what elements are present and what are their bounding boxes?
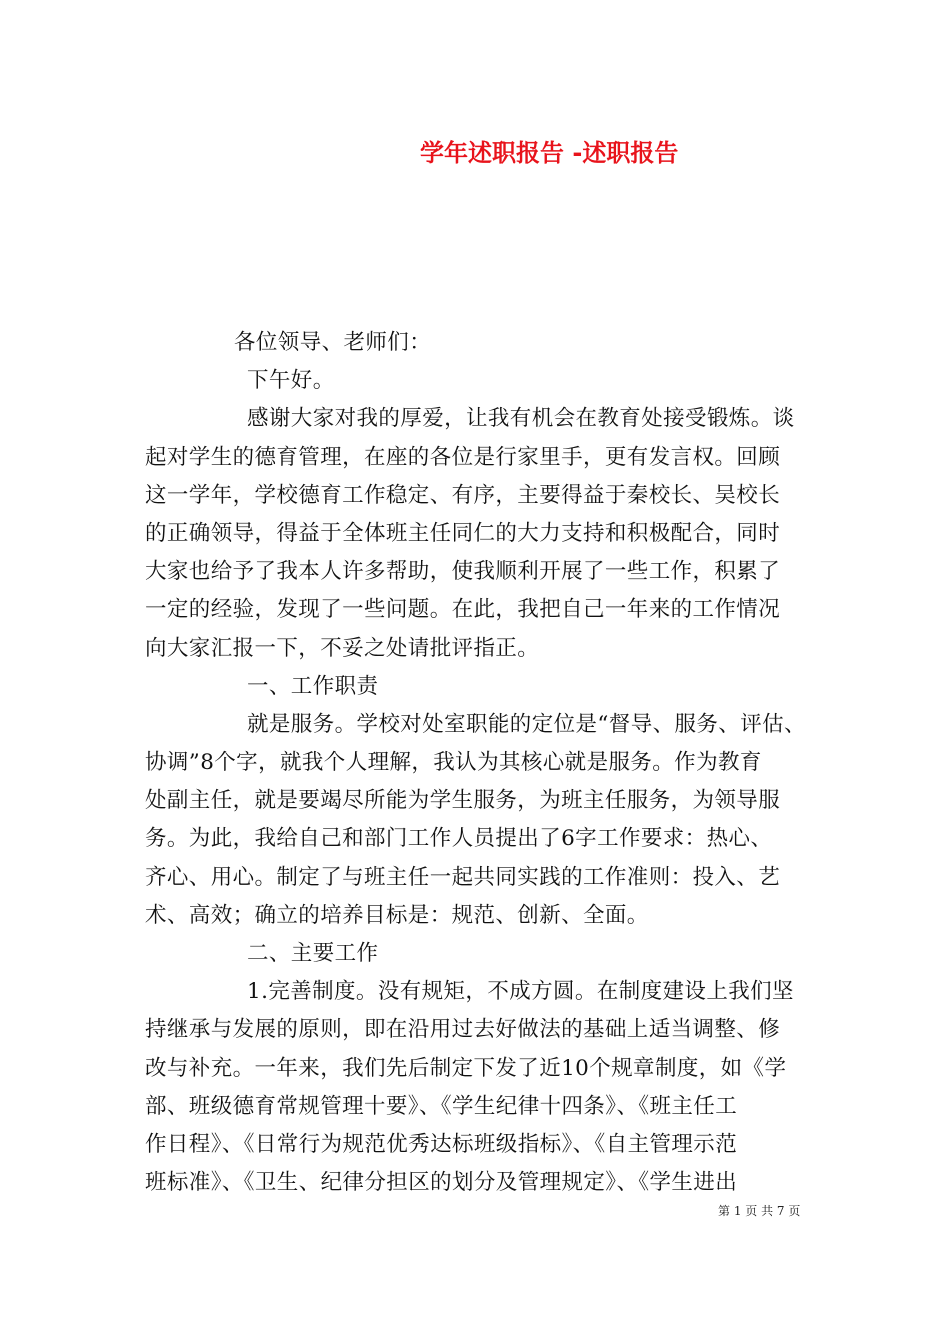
paragraph-line: 一定的经验，发现了一些问题。在此，我把自己一年来的工作情况: [145, 597, 781, 623]
paragraph-line: 起对学生的德育管理，在座的各位是行家里手，更有发言权。回顾: [145, 444, 781, 470]
paragraph-line: 向大家汇报一下，不妥之处请批评指正。: [145, 635, 540, 661]
paragraph-line: 改与补充。一年来，我们先后制定下发了近10个规章制度，如《学: [145, 1055, 787, 1081]
paragraph-line: 班标准》、《卫生、纪律分担区的划分及管理规定》、《学生进出: [145, 1170, 738, 1196]
paragraph-line: 处副主任，就是要竭尽所能为学生服务，为班主任服务，为领导服: [145, 788, 781, 814]
paragraph-line: 持继承与发展的原则，即在沿用过去好做法的基础上适当调整、修: [145, 1017, 781, 1043]
paragraph-line: 部、班级德育常规管理十要》、《学生纪律十四条》、《班主任工: [145, 1093, 738, 1119]
salutation-line: 各位领导、老师们：: [234, 330, 432, 355]
document-title: 学年述职报告 -述职报告: [420, 139, 679, 167]
paragraph-line: 感谢大家对我的厚爱，让我有机会在教育处接受锻炼。谈: [247, 406, 795, 432]
paragraph-line: 这一学年，学校德育工作稳定、有序，主要得益于秦校长、吴校长: [145, 482, 781, 508]
paragraph-line: 就是服务。学校对处室职能的定位是“督导、服务、评估、: [247, 711, 806, 737]
greeting-line: 下午好。: [247, 368, 335, 394]
paragraph-line: 1.完善制度。没有规矩，不成方圆。在制度建设上我们坚: [247, 979, 794, 1005]
paragraph-line: 作日程》、《日常行为规范优秀达标班级指标》、《自主管理示范: [145, 1131, 738, 1157]
section-heading-main-work: 二、主要工作: [247, 941, 379, 966]
section-heading-duties: 一、工作职责: [247, 673, 379, 699]
paragraph-line: 协调”8个字，就我个人理解，我认为其核心就是服务。作为教育: [145, 750, 762, 776]
paragraph-line: 术、高效；确立的培养目标是：规范、创新、全面。: [145, 902, 649, 928]
paragraph-line: 的正确领导，得益于全体班主任同仁的大力支持和积极配合，同时: [145, 520, 781, 546]
document-body: [145, 324, 810, 1202]
paragraph-line: 大家也给予了我本人许多帮助，使我顺利开展了一些工作，积累了: [145, 559, 781, 585]
paragraph-line: 务。为此，我给自己和部门工作人员提出了6字工作要求：热心、: [145, 826, 773, 852]
page-number-indicator: 第 1 页 共 7 页: [718, 1204, 801, 1218]
paragraph-line: 齐心、用心。制定了与班主任一起共同实践的工作准则：投入、艺: [145, 864, 781, 890]
